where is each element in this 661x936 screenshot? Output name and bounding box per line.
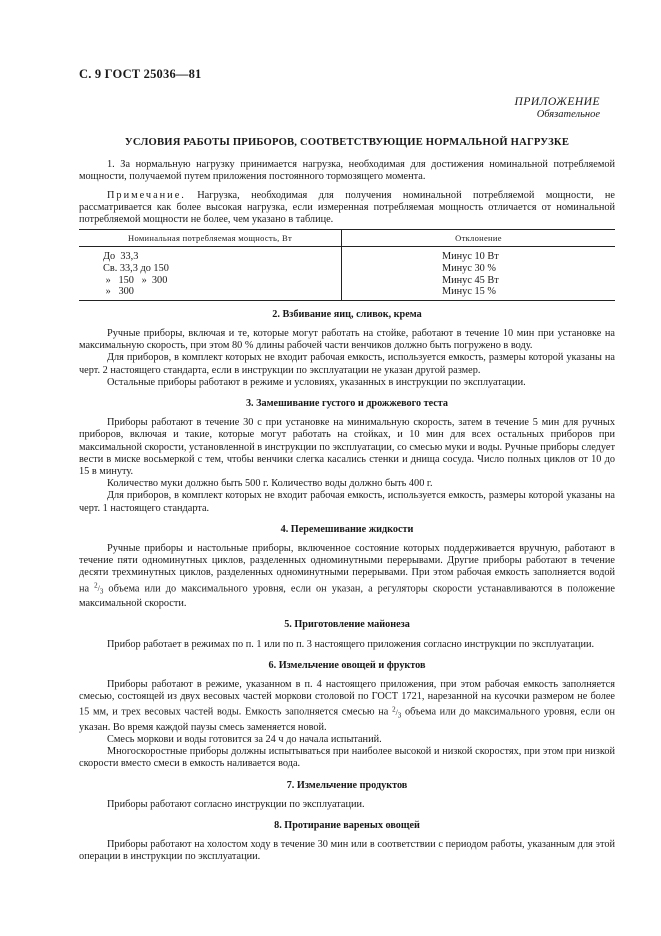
section-6-text: объема или до максимального уровня, если он указан. Во время каждой паузы смесь заменяется новой. — [79, 706, 615, 733]
section-7-paragraph: Приборы работают согласно инструкции по эксплуатации. — [107, 798, 365, 810]
section-3-title: 3. Замешивание густого и дрожжевого теста — [245, 398, 449, 410]
section-2-paragraph: Остальные приборы работают в режиме и условиях, указанных в инструкции по эксплуатации. — [107, 376, 526, 388]
note-text: Нагрузка, необходимая для получения номинальной потребляемой мощности, не рассматривается как более высокая нагрузка, если измеренная потребляемая мощность отличается от номинальной потребляемой мощности не более, чем указано в таблице. — [79, 189, 615, 226]
section-3-paragraph: Количество муки должно быть 500 г. Количество воды должно быть 400 г. — [107, 478, 433, 490]
section-2-title: 2. Взбивание яиц, сливок, крема — [272, 308, 422, 320]
section-4-title: 4. Перемешивание жидкости — [280, 523, 414, 535]
section-6-paragraph: Смесь моркови и воды готовится за 24 ч до начала испытаний. — [107, 733, 382, 745]
power-deviation-table — [79, 229, 615, 300]
deviation-value: Минус 45 Вт — [442, 274, 499, 286]
page-header: С. 9 ГОСТ 25036—81 — [79, 67, 202, 81]
section-6-paragraph — [79, 679, 615, 734]
appendix-label — [515, 96, 600, 120]
appendix-type: Обязательное — [536, 109, 600, 120]
section-8-title: 8. Протирание вареных овощей — [274, 820, 420, 831]
section-2-paragraph: Для приборов, в комплект которых не входит рабочая емкость, используется емкость, размеры которой указаны на черт. 2 настоящего стандарта, если в инструкции по эксплуатации не указан другой размер. — [79, 352, 615, 376]
table-header-power: Номинальная потребляемая мощность, Вт — [79, 230, 342, 247]
document-body — [79, 137, 615, 864]
fraction-numerator: 2 — [392, 705, 396, 714]
table-row — [79, 247, 615, 300]
section-2-paragraph: Ручные приборы, включая и те, которые могут работать на стойке, работают в течение 10 мин при установке на максимальную скорость, при этом 80 % длины рабочей части венчиков должно быть погружено в воду. — [79, 328, 615, 352]
section-3-paragraph: Для приборов, в комплект которых не входит рабочая емкость, используется емкость, размеры которой указаны на черт. 1 настоящего стандарта. — [79, 490, 615, 514]
appendix-title: ПРИЛОЖЕНИЕ — [514, 96, 600, 108]
deviation-value: Минус 10 Вт — [442, 251, 499, 263]
section-6-title: 6. Измельчение овощей и фруктов — [268, 659, 426, 671]
deviation-value: Минус 15 % — [442, 286, 496, 298]
section-4-text: Ручные приборы и настольные приборы, включенное состояние которых поддерживается вручную, работают в течение пяти одноминутных циклов, разделенных одноминутными перерывами. Другие приборы работают в течение десяти трехминутных циклов, разделенных одноминутными перерывами. При этом рабочая емкость заполняется водой на — [79, 543, 615, 595]
note-paragraph — [79, 190, 615, 227]
power-value: » 150 » 300 — [103, 274, 168, 286]
intro-paragraph: 1. За нормальную нагрузку принимается нагрузка, необходимая для достижения номинальной потребляемой мощности, получаемой путем приложения постоянного тормозящего момента. — [79, 159, 615, 183]
section-7-title: 7. Измельчение продуктов — [286, 779, 408, 791]
fraction-denominator: 3 — [397, 711, 402, 720]
section-6-paragraph: Многоскоростные приборы должны испытываться при наиболее высокой и низкой скоростях, при этом при низкой скорости вместо смеси в емкость наливается вода. — [79, 746, 615, 770]
section-3-paragraph: Приборы работают в течение 30 с при установке на минимальную скорость, затем в течение 5 мин для ручных приборов, включая и такие, которые могут работать на стойках, и 10 мин для всех остальных приборов при максимальной скорости, установленной в инструкции по эксплуатации, со смесью муки и воды. Ручные приборы следует вести в миске восьмеркой с тем, чтобы венчики слегка касались стенки и днища сосуда. Число полных циклов от 10 до 15 в минуту. — [79, 417, 615, 478]
section-4-text: объема или до максимального уровня, если он указан, а регуляторы скорости устанавливаются в положение максимальной скорости. — [79, 583, 616, 610]
document-title: УСЛОВИЯ РАБОТЫ ПРИБОРОВ, СООТВЕТСТВУЮЩИЕ НОРМАЛЬНОЙ НАГРУЗКЕ — [124, 137, 570, 148]
section-6-text: Приборы работают в режиме, указанном в п. 4 настоящего приложения, при этом рабочая емкость заполняется смесью, состоящей из двух весовых частей моркови столовой по ГОСТ 1721, нарезанной на кусочки размером не более 15 мм, и трех весовых частей воды. Емкость заполняется смесью на — [79, 678, 615, 718]
fraction-numerator: 2 — [94, 581, 98, 590]
fraction-two-thirds: $^2/_3$ — [392, 705, 402, 720]
deviation-value: Минус 30 % — [442, 263, 496, 275]
table-header-deviation: Отклонение — [342, 230, 616, 247]
section-4-paragraph — [79, 543, 615, 610]
note-label: Примечание. — [107, 189, 186, 201]
power-value: До 33,3 — [103, 251, 139, 263]
power-value: Св. 33,3 до 150 — [103, 263, 169, 275]
deviation-cell — [342, 247, 616, 300]
power-value: » 300 — [103, 286, 134, 298]
section-5-title: 5. Приготовление майонеза — [284, 619, 410, 631]
table-bottom-rule — [79, 300, 615, 301]
section-8-paragraph: Приборы работают на холостом ходу в течение 30 мин или в соответствии с периодом работы, указанным для этой операции в инструкции по эксплуатации. — [79, 839, 615, 863]
fraction-two-thirds: $^2/_3$ — [94, 581, 104, 596]
section-5-paragraph: Прибор работает в режимах по п. 1 или по п. 3 настоящего приложения согласно инструкции по эксплуатации. — [107, 638, 595, 650]
power-cell — [79, 247, 342, 300]
fraction-denominator: 3 — [99, 587, 104, 596]
